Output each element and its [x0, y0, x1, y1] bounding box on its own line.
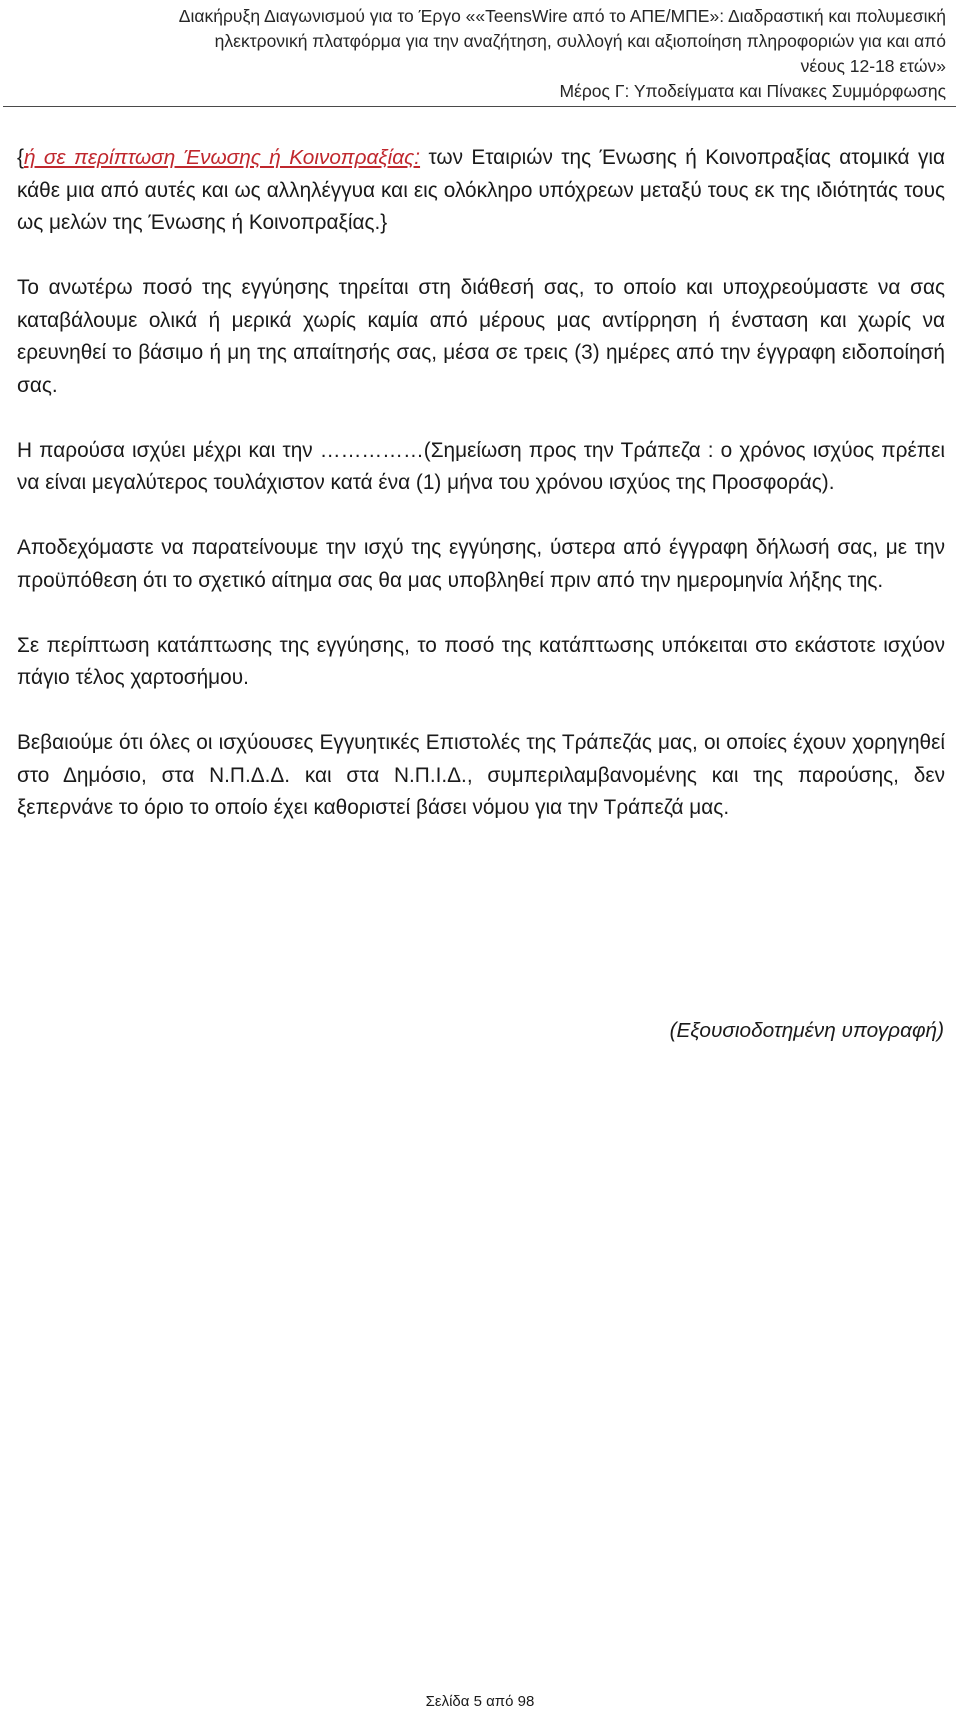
header-line-3: νέους 12-18 ετών»: [800, 56, 946, 76]
brace-open: {: [17, 146, 24, 169]
paragraph-consortium: [17, 142, 945, 240]
header-line-4: Μέρος Γ: Υποδείγματα και Πίνακες Συμμόρφωσης: [559, 81, 946, 101]
page-header: [0, 0, 946, 104]
consortium-note: ή σε περίπτωση Ένωσης ή Κοινοπραξίας:: [23, 146, 421, 169]
header-line-1: Διακήρυξη Διαγωνισμού για το Έργο ««TeensWire από το ΑΠΕ/ΜΠΕ»: Διαδραστική και πολυμεσική: [178, 6, 946, 26]
paragraph-guarantee-amount: Το ανωτέρω ποσό της εγγύησης τηρείται στη διάθεσή σας, το οποίο και υποχρεούμαστε να σας καταβάλουμε ολικά ή μερικά χωρίς καμία από μέρους μας αντίρρηση ή ένσταση και χωρίς να ερευνηθεί το βάσιμο ή μη της απαίτησής σας, μέσα σε τρεις (3) ημέρες από την έγγραφη ειδοποίησή σας.: [17, 276, 945, 397]
authorized-signature: (Εξουσιοδοτημένη υπογραφή): [669, 1019, 944, 1042]
document-body: [17, 142, 945, 857]
paragraph-validity: Η παρούσα ισχύει μέχρι και την ……………(Σημείωση προς την Τράπεζα : ο χρόνος ισχύος πρέπει να είναι μεγαλύτερος τουλάχιστον κατά ένα (1) μήνα του χρόνου ισχύος της Προσφοράς).: [17, 438, 945, 494]
paragraph-confirmation: Βεβαιούμε ότι όλες οι ισχύουσες Εγγυητικές Επιστολές της Τράπεζάς μας, οι οποίες έχουν χορηγηθεί στο Δημόσιο, στα Ν.Π.Δ.Δ. και στα Ν.Π.Ι.Δ., συμπεριλαμβανομένης και της παρούσης, δεν ξεπερνάνε το όριο το οποίο έχει καθοριστεί βάσει νόμου για την Τράπεζά μας.: [17, 731, 945, 819]
consortium-text: των Εταιριών της Ένωσης ή Κοινοπραξίας ατομικά για κάθε μια από αυτές και ως αλληλέγγυα και εις ολόκληρο υπόχρεων μεταξύ τους εκ της ιδιότητάς τους ως μελών της Ένωσης ή Κοινοπραξίας.}: [17, 146, 945, 234]
header-divider: [3, 106, 956, 107]
paragraph-extension: Αποδεχόμαστε να παρατείνουμε την ισχύ της εγγύησης, ύστερα από έγγραφη δήλωσή σας, με την προϋπόθεση ότι το σχετικό αίτημα σας θα μας υποβληθεί πριν από την ημερομηνία λήξης της.: [17, 536, 945, 592]
header-line-2: ηλεκτρονική πλατφόρμα για την αναζήτηση, συλλογή και αξιοποίηση πληροφοριών για και από: [214, 31, 946, 51]
page-number: Σελίδα 5 από 98: [425, 1693, 535, 1710]
paragraph-forfeiture: Σε περίπτωση κατάπτωσης της εγγύησης, το ποσό της κατάπτωσης υπόκειται στο εκάστοτε ισχύον πάγιο τέλος χαρτοσήμου.: [17, 633, 945, 689]
